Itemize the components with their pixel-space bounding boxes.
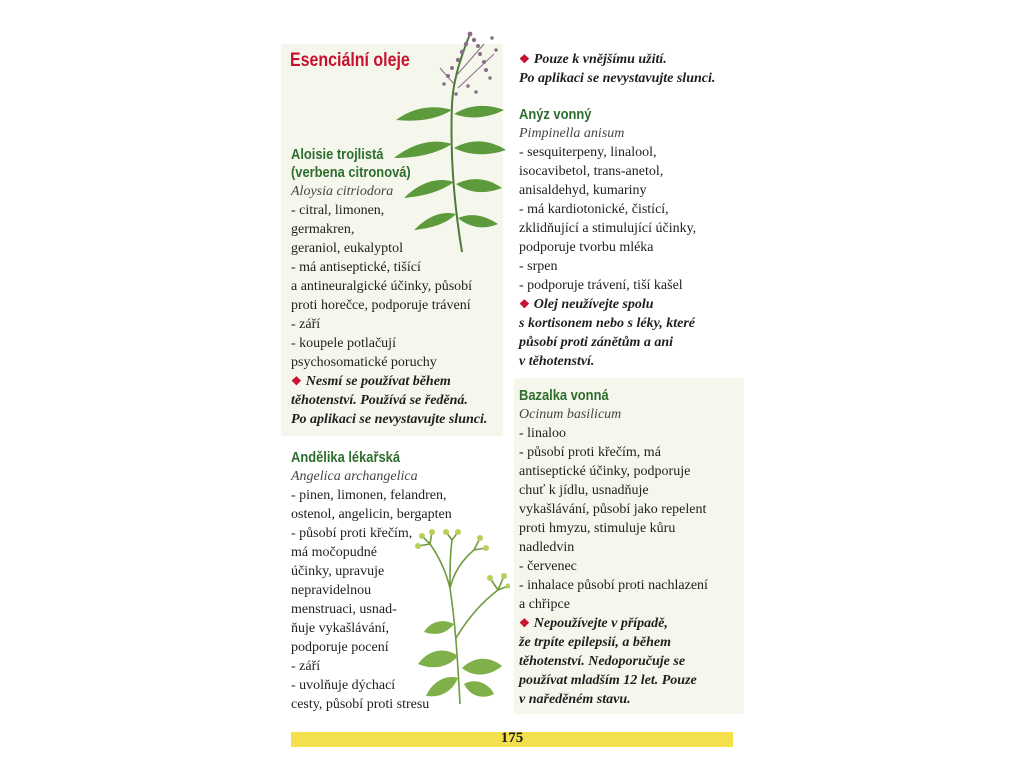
warning-diamond-icon: ❖ [519,616,530,630]
bazalka-title: Bazalka vonná [519,387,609,404]
aloisie-line: psychosomatické poruchy [291,355,437,370]
aloisie-line: geraniol, eukalyptol [291,241,403,256]
page-number: 175 [500,730,524,746]
anyz-line: - sesquiterpeny, linalool, [519,145,657,160]
bazalka-warning-text: Nepoužívejte v případě, [533,616,668,631]
bazalka-line: antiseptické účinky, podporuje [519,464,691,479]
aloisie-section [291,146,487,429]
warning-diamond-icon: ❖ [291,374,302,388]
warning-diamond-icon: ❖ [519,297,530,311]
angelica-illustration-icon [410,528,510,706]
anyz-latin-name: Pimpinella anisum [519,126,625,141]
aloisie-line: a antineuralgické účinky, působí [291,279,473,294]
andelika-line: nepravidelnou [291,583,372,598]
bazalka-line: - červenec [519,559,577,574]
page-number-bar [291,732,733,747]
anyz-section [519,106,696,371]
aloisie-warning-text: Nesmí se používat během [305,374,451,389]
andelika-line: cesty, působí proti stresu [291,697,430,712]
bazalka-section [519,387,708,709]
anyz-line: anisaldehyd, kumariny [519,183,647,198]
bazalka-line: nadledvin [519,540,575,555]
aloisie-line: proti horečce, podporuje trávení [291,298,471,313]
andelika-line: účinky, upravuje [291,564,385,579]
section-title: Esenciální oleje [290,50,410,71]
andelika-line: - pinen, limonen, felandren, [291,488,447,503]
bazalka-line: chuť k jídlu, usnadňuje [519,483,649,498]
aloisie-warning-line: těhotenství. Používá se ředěná. [291,393,468,408]
andelika-line: má močopudné [291,545,377,560]
anyz-title: Anýz vonný [519,106,592,123]
bazalka-line: vykašlávání, působí jako repelent [519,502,707,517]
andelika-line: - působí proti křečím, [291,526,413,541]
bazalka-warning-line: používat mladším 12 let. Pouze [519,673,697,688]
anyz-line: isocavibetol, trans-anetol, [519,164,664,179]
andelika-line: menstruaci, usnad- [291,602,397,617]
bazalka-line: - působí proti křečím, má [519,445,661,460]
bazalka-latin-name: Ocinum basilicum [519,407,622,422]
aloisie-line: - koupele potlačují [291,336,396,351]
anyz-warning-text: Olej neužívejte spolu [533,297,654,312]
top-warning-text: Pouze k vnějšímu užití. [533,52,667,67]
anyz-line: - má kardiotonické, čistící, [519,202,669,217]
andelika-line: - září [291,659,321,674]
anyz-line: podporuje tvorbu mléka [519,240,654,255]
anyz-warning-line: působí proti zánětům a ani [519,335,674,350]
top-warning [519,50,715,69]
andelika-line: ostenol, angelicin, bergapten [291,507,452,522]
bazalka-warning-line: těhotenství. Nedoporučuje se [519,654,686,669]
top-warning-block [519,50,715,88]
andelika-line: podporuje pocení [291,640,389,655]
aloisie-latin-name: Aloysia citriodora [291,184,394,199]
anyz-warning-line: v těhotenství. [519,354,595,369]
top-warning-line: Po aplikaci se nevystavujte slunci. [519,71,716,86]
aloisie-line: germakren, [291,222,355,237]
bazalka-line: - inhalace působí proti nachlazení [519,578,708,593]
anyz-line: - podporuje trávení, tiší kašel [519,278,683,293]
anyz-line: - srpen [519,259,558,274]
aloisie-title-alt: (verbena citronová) [291,164,411,181]
aloisie-line: - září [291,317,321,332]
bazalka-line: proti hmyzu, stimuluje kůru [519,521,676,536]
aloisie-warning [291,372,487,391]
bazalka-warning-line: že trpíte epilepsií, a během [519,635,672,650]
bazalka-line: a chřipce [519,597,570,612]
anyz-warning [519,295,696,314]
anyz-warning-line: s kortisonem nebo s léky, které [519,316,696,331]
bazalka-line: - linaloo [519,426,567,441]
andelika-title: Andělika lékařská [291,449,401,466]
bazalka-warning [519,614,708,633]
aloisie-title: Aloisie trojlistá [291,146,384,163]
anyz-line: zklidňující a stimulující účinky, [519,221,697,236]
aloisie-warning-line: Po aplikaci se nevystavujte slunci. [291,412,488,427]
andelika-latin-name: Angelica archangelica [291,469,418,484]
bazalka-warning-line: v naředěném stavu. [519,692,631,707]
aloisie-line: - citral, limonen, [291,203,385,218]
aloisie-line: - má antiseptické, tišící [291,260,421,275]
andelika-line: ňuje vykašlávání, [291,621,389,636]
andelika-line: - uvolňuje dýchací [291,678,396,693]
warning-diamond-icon: ❖ [519,52,530,66]
